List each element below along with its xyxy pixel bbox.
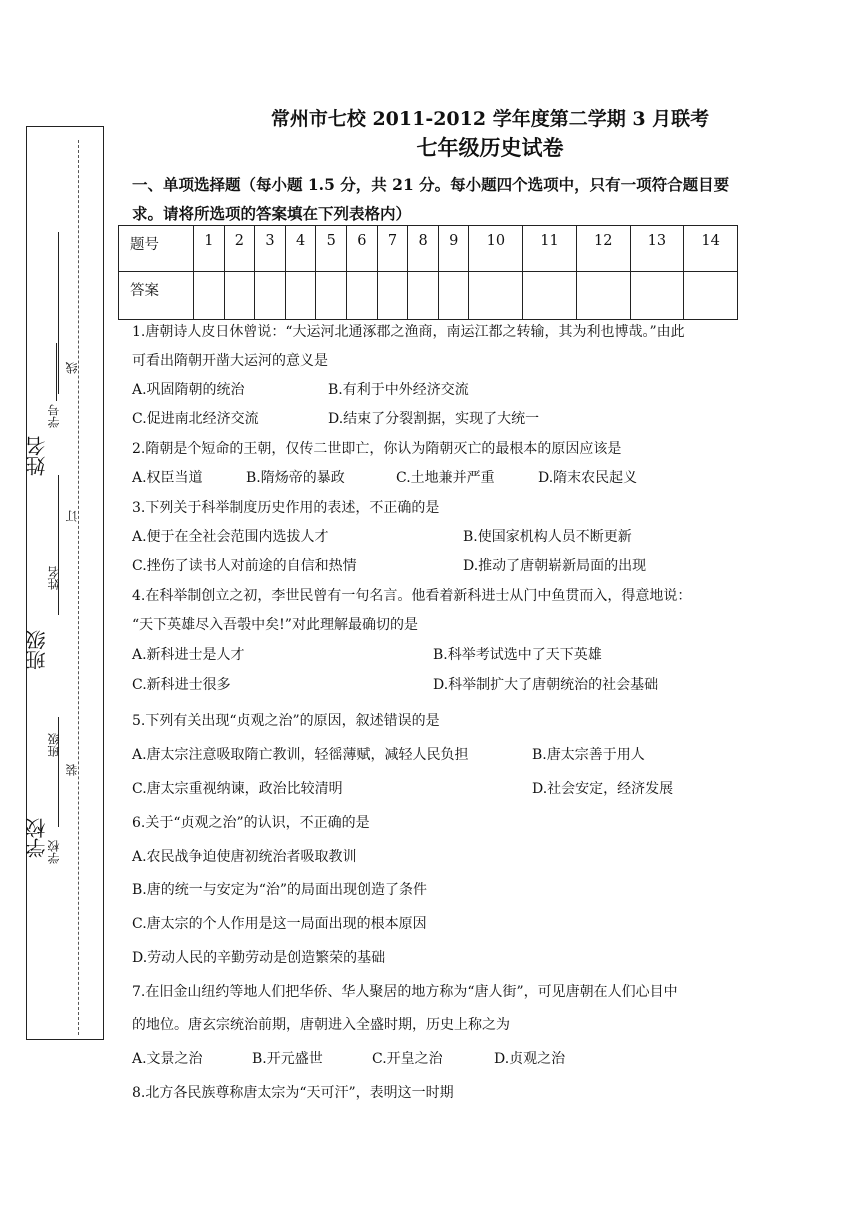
xian-label: 线 xyxy=(65,362,79,374)
q7-option-c: C.开皇之治 xyxy=(372,1051,443,1067)
q4-option-a: A.新科进士是人才 xyxy=(132,647,245,663)
answer-cell[interactable] xyxy=(347,272,378,320)
q4-option-c: C.新科进士很多 xyxy=(132,677,231,693)
q1-option-c: C.促进南北经济交流 xyxy=(132,411,259,427)
answer-cell[interactable] xyxy=(630,272,684,320)
number-cell: 10 xyxy=(469,226,523,272)
q1-stem-line1: 1.唐朝诗人皮日休曾说：“大运河北通涿郡之渔商，南运江都之转输，其为利也博哉。”由此 xyxy=(132,324,685,340)
q7-option-a: A.文景之治 xyxy=(132,1051,203,1067)
q4-option-d: D.科举制扩大了唐朝统治的社会基础 xyxy=(433,677,659,693)
q2-option-a: A.权臣当道 xyxy=(132,470,203,486)
q7-option-b: B.开元盛世 xyxy=(252,1051,323,1067)
row-label-answer: 答案 xyxy=(119,272,194,320)
class-label: 班级 xyxy=(25,630,49,670)
answer-cell[interactable] xyxy=(285,272,316,320)
number-cell: 4 xyxy=(285,226,316,272)
exam-subtitle: 七年级历史试卷 xyxy=(416,135,564,160)
q5-option-c: C.唐太宗重视纳谏，政治比较清明 xyxy=(132,781,343,797)
answer-cell[interactable] xyxy=(224,272,255,320)
number-cell: 12 xyxy=(576,226,630,272)
q7-option-d: D.贞观之治 xyxy=(494,1051,566,1067)
q3-option-c: C.挫伤了读书人对前途的自信和热情 xyxy=(132,558,357,574)
answer-cell[interactable] xyxy=(377,272,408,320)
q5-stem: 5.下列有关出现“贞观之治”的原因，叙述错误的是 xyxy=(132,713,440,729)
name-writing-line xyxy=(58,232,59,394)
q2-option-d: D.隋末农民起义 xyxy=(538,470,638,486)
q6-option-c: C.唐太宗的个人作用是这一局面出现的根本原因 xyxy=(132,916,427,932)
binding-cut-line xyxy=(78,140,79,1035)
q6-stem: 6.关于“贞观之治”的认识，不正确的是 xyxy=(132,815,370,831)
number-cell: 13 xyxy=(630,226,684,272)
q7-stem-line1: 7.在旧金山纽约等地人们把华侨、华人聚居的地方称为“唐人街”，可见唐朝在人们心目中 xyxy=(132,984,678,1000)
school-label: 学校 xyxy=(25,818,49,858)
answer-cell[interactable] xyxy=(438,272,469,320)
q5-option-b: B.唐太宗善于用人 xyxy=(532,747,645,763)
q1-option-a: A.巩固隋朝的统治 xyxy=(132,382,245,398)
ding-label: 订 xyxy=(65,510,79,522)
q2-stem: 2.隋朝是个短命的王朝，仅传二世即亡，你认为隋朝灭亡的最根本的原因应该是 xyxy=(132,441,622,457)
number-cell: 5 xyxy=(316,226,347,272)
class-writing-line xyxy=(58,475,59,615)
answer-cell[interactable] xyxy=(684,272,738,320)
answer-cell[interactable] xyxy=(255,272,286,320)
q3-option-b: B.使国家机构人员不断更新 xyxy=(463,529,632,545)
number-cell: 11 xyxy=(523,226,577,272)
q7-stem-line2: 的地位。唐玄宗统治前期，唐朝进入全盛时期，历史上称之为 xyxy=(132,1017,510,1033)
q2-option-b: B.隋炀帝的暴政 xyxy=(246,470,345,486)
number-cell: 7 xyxy=(377,226,408,272)
number-cell: 8 xyxy=(408,226,439,272)
class-small-label: 班级 xyxy=(47,733,61,757)
exam-title: 常州市七校 2011-2012 学年度第二学期 3 月联考 xyxy=(270,108,710,130)
name-label: 姓名 xyxy=(25,436,49,476)
q2-option-c: C.土地兼并严重 xyxy=(396,470,495,486)
q6-option-d: D.劳动人民的辛勤劳动是创造繁荣的基础 xyxy=(132,950,386,966)
number-cell: 3 xyxy=(255,226,286,272)
binding-margin-box xyxy=(26,126,104,1040)
name-small-label: 姓名 xyxy=(47,566,61,590)
section-heading: 一、单项选择题（每小题 1.5 分，共 21 分。每小题四个选项中，只有一项符合题目要求。请将所选项的答案填在下列表格内） xyxy=(132,175,730,223)
number-cell: 6 xyxy=(347,226,378,272)
q1-option-d: D.结束了分裂割据，实现了大统一 xyxy=(328,411,540,427)
answer-cell[interactable] xyxy=(523,272,577,320)
q3-stem: 3.下列关于科举制度历史作用的表述，不正确的是 xyxy=(132,500,440,516)
q8-stem: 8.北方各民族尊称唐太宗为“天可汗”，表明这一时期 xyxy=(132,1085,454,1101)
q4-option-b: B.科举考试选中了天下英雄 xyxy=(433,647,602,663)
number-cell: 14 xyxy=(684,226,738,272)
answer-cell[interactable] xyxy=(408,272,439,320)
number-cell: 2 xyxy=(224,226,255,272)
q3-option-d: D.推动了唐朝崭新局面的出现 xyxy=(463,558,647,574)
zhuang-label: 装 xyxy=(65,764,79,776)
answer-cell[interactable] xyxy=(194,272,225,320)
row-label-number: 题号 xyxy=(119,226,194,272)
answer-cell[interactable] xyxy=(469,272,523,320)
q1-stem-line2: 可看出隋朝开凿大运河的意义是 xyxy=(132,353,328,369)
number-cell: 9 xyxy=(438,226,469,272)
number-cell: 1 xyxy=(194,226,225,272)
q5-option-a: A.唐太宗注意吸取隋亡教训，轻徭薄赋，减轻人民负担 xyxy=(132,747,469,763)
q6-option-b: B.唐的统一与安定为“治”的局面出现创造了条件 xyxy=(132,882,428,898)
table-row-answers xyxy=(119,272,738,320)
q5-option-d: D.社会安定，经济发展 xyxy=(532,781,674,797)
school-small-label: 学校 xyxy=(47,840,61,864)
q4-stem-line1: 4.在科举制创立之初，李世民曾有一句名言。他看着新科进士从门中鱼贯而入，得意地说： xyxy=(132,588,692,604)
xuehao-label: 学号 xyxy=(47,404,61,428)
q4-stem-line2: “天下英雄尽入吾彀中矣!”对此理解最确切的是 xyxy=(132,617,418,633)
q3-option-a: A.便于在全社会范围内选拔人才 xyxy=(132,529,329,545)
answer-cell[interactable] xyxy=(576,272,630,320)
answer-cell[interactable] xyxy=(316,272,347,320)
answer-table xyxy=(118,225,738,320)
q6-option-a: A.农民战争迫使唐初统治者吸取教训 xyxy=(132,849,357,865)
xuehao-writing-line xyxy=(56,343,57,401)
q1-option-b: B.有利于中外经济交流 xyxy=(328,382,469,398)
table-row-numbers xyxy=(119,226,738,272)
